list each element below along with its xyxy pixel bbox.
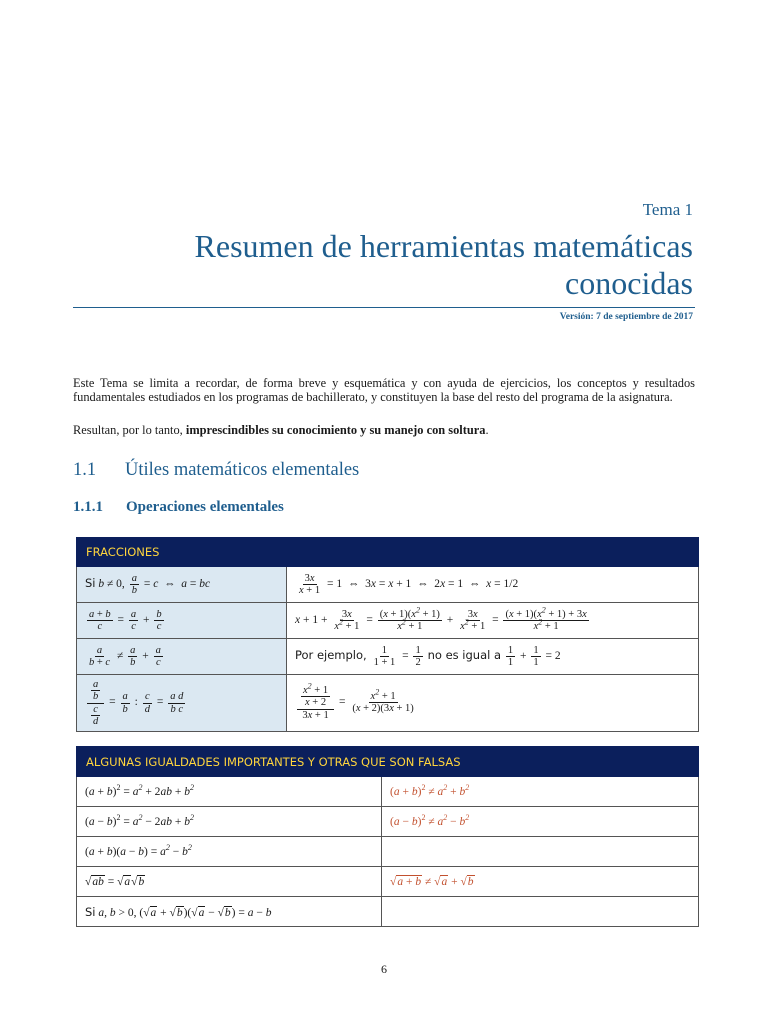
intro2-after: . bbox=[485, 423, 489, 437]
subsection-heading bbox=[73, 499, 284, 516]
fractions-row-1 bbox=[77, 567, 699, 603]
empty-cell bbox=[382, 837, 699, 867]
chapter-title-line-1: Resumen de herramientas matemáticas bbox=[194, 228, 693, 264]
fraction-example-1: $\frac{3x}{x + 1}$ = 1 ⇔ 3x = x + 1 ⇔ 2x = 1 ⇔ x = 1/2 bbox=[287, 567, 699, 603]
fraction-rule-division: Si b ≠ 0, $\frac{a}{b}$ = c ⇔ a = bc bbox=[77, 567, 287, 603]
intro-paragraph: Este Tema se limita a recordar, de forma breve y esquemática y con ayuda de ejercicios, los conceptos y resultados fundamentales estudiados en los programas de bachillerato, y constituyen la base del resto del programa de la asignatura. bbox=[73, 376, 695, 405]
page-number: 6 bbox=[381, 962, 387, 976]
empty-cell bbox=[382, 897, 699, 927]
si-label: Si bbox=[85, 576, 96, 591]
identity-sqrt-product: √ab = √a√b bbox=[77, 867, 382, 897]
identity-square-sum: $(a + b)^2 = a^2 + 2ab + b^2$ bbox=[77, 777, 382, 807]
intro-paragraph-2 bbox=[73, 423, 695, 438]
identities-row-2 bbox=[77, 807, 699, 837]
fractions-row-4 bbox=[77, 675, 699, 732]
por-ejemplo-label: Por ejemplo, bbox=[295, 648, 367, 663]
false-identity-sqrt-sum: √a + b ≠ √a + √b bbox=[382, 867, 699, 897]
si-label-2: Si bbox=[85, 904, 96, 919]
section-title: Útiles matemáticos elementales bbox=[125, 460, 360, 480]
chapter-title-line-2: conocidas bbox=[565, 265, 693, 301]
identities-row-5 bbox=[77, 897, 699, 927]
identities-box-header: ALGUNAS IGUALDADES IMPORTANTES Y OTRAS QUE SON FALSAS bbox=[77, 747, 699, 777]
fraction-example-2: x + 1 + $\frac{3x}{x^2 + 1}$ = $\frac{(x + 1)(x^2 + 1)}{x^2 + 1}$ + $\frac{3x}{x^2 + 1}$ = $\frac{(x + 1)(x^2 + 1) + 3x}{x^2 + 1}$ bbox=[287, 603, 699, 639]
section-heading bbox=[73, 460, 359, 481]
fraction-example-3: Por ejemplo, $\frac{1}{1 + 1}$ = $\frac{1}{2}$ no es igual a $\frac{1}{1}$ + $\frac{1}{1}$ = 2 bbox=[287, 639, 699, 675]
formula-a-over-b: $\frac{a}{b}$ bbox=[131, 572, 137, 596]
identities-row-4 bbox=[77, 867, 699, 897]
no-es-igual-label: no es igual a bbox=[427, 648, 502, 663]
title-rule bbox=[73, 307, 695, 308]
identities-row-3 bbox=[77, 837, 699, 867]
fraction-rule-sum: $\frac{a + b}{c}$ = $\frac{a}{c}$ + $\frac{b}{c}$ bbox=[77, 603, 287, 639]
fraction-rule-not-equal: $\frac{a}{b + c}$ ≠ $\frac{a}{b}$ + $\frac{a}{c}$ bbox=[77, 639, 287, 675]
identities-box bbox=[76, 746, 699, 927]
identities-row-1 bbox=[77, 777, 699, 807]
fractions-box bbox=[76, 537, 699, 732]
intro2-before: Resultan, por lo tanto, bbox=[73, 423, 186, 437]
version-date: Versión: 7 de septiembre de 2017 bbox=[559, 312, 693, 322]
identity-diff-squares: $(a + b)(a - b) = a^2 - b^2$ bbox=[77, 837, 382, 867]
identity-conjugate: Si a, b > 0, (√a + √b)(√a − √b) = a − b bbox=[77, 897, 382, 927]
chapter-label: Tema 1 bbox=[642, 200, 693, 219]
fraction-example-4: $\frac{\frac{x^2 + 1}{x + 2}}{3x + 1}$ = $\frac{x^2 + 1}{(x + 2)(3x + 1)}$ bbox=[287, 675, 699, 732]
false-identity-square-diff: $(a - b)^2 \ne a^2 - b^2$ bbox=[382, 807, 699, 837]
intro2-bold: imprescindibles su conocimiento y su manejo con soltura bbox=[185, 423, 486, 437]
fractions-row-2 bbox=[77, 603, 699, 639]
fractions-box-header: FRACCIONES bbox=[77, 538, 699, 567]
subsection-number: 1.1.1 bbox=[73, 499, 103, 515]
subsection-title: Operaciones elementales bbox=[126, 499, 284, 515]
chapter-title bbox=[73, 228, 693, 302]
false-identity-square-sum: $(a + b)^2 \ne a^2 + b^2$ bbox=[382, 777, 699, 807]
section-number: 1.1 bbox=[73, 460, 97, 480]
fractions-row-3 bbox=[77, 639, 699, 675]
identity-square-diff: $(a - b)^2 = a^2 - 2ab + b^2$ bbox=[77, 807, 382, 837]
fraction-rule-complex: $\frac{\frac{a}{b}}{\frac{c}{d}}$ = $\frac{a}{b}$ : $\frac{c}{d}$ = $\frac{\text{a d}}{\text{b c}}$ bbox=[77, 675, 287, 732]
